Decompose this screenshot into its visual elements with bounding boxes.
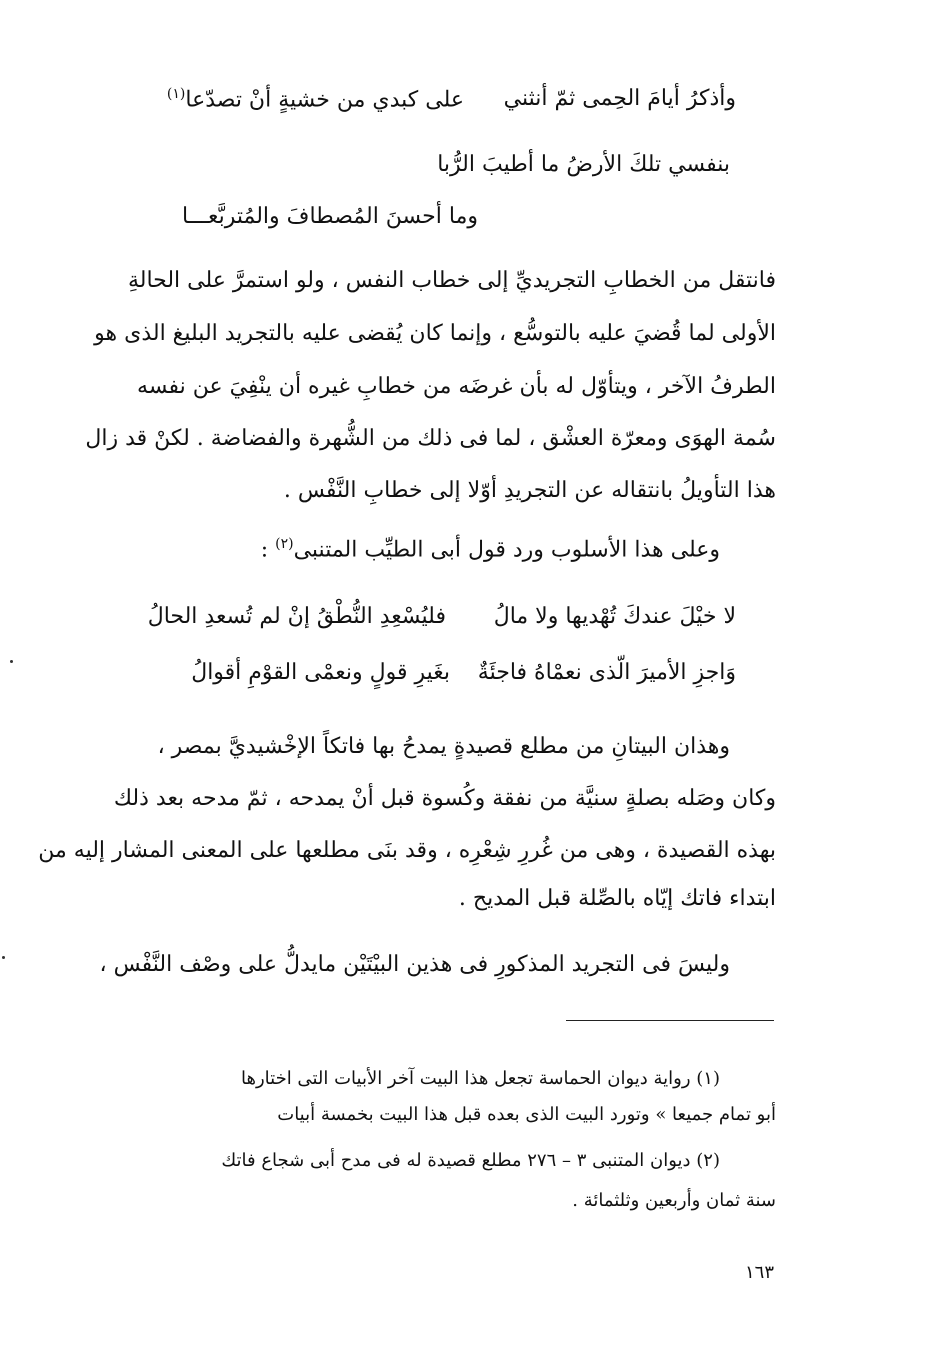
paragraph-1-line-2: الأولى لما قُضيَ عليه بالتوسُّع ، وإنما كان يُقضى عليه بالتجريد البليغ الذى هو	[94, 321, 776, 346]
intro-line: وعلى هذا الأسلوب ورد قول أبى الطيِّب المتنبى$^{(٢)}$ :	[260, 536, 720, 563]
scan-speck	[10, 660, 13, 663]
mutanabbi-verse-2-left: بغَيرِ قولٍ ونعمْى القوْمِ أقوالُ	[191, 660, 450, 685]
paragraph-3-line-1: وليسَ فى التجريد المذكورِ فى هذين البيْتَيْن مايدلُّ على وصْف النَّفْس ،	[99, 952, 730, 977]
footnote-2-line-1: (٢) ديوان المتنبى ٣ – ٢٧٦ مطلع قصيدة له فى مدح أبى شجاع فاتك	[221, 1150, 720, 1171]
mutanabbi-verse-1-right: لا خيْلَ عندكَ تُهْديها ولا مالُ	[493, 604, 736, 629]
paragraph-1-line-1: فانتقل من الخطابِ التجريديِّ إلى خطاب النفس ، ولو استمرَّ على الحالةِ	[127, 268, 776, 293]
verse-1-right-hemistich: وأذكرُ أيامَ الحِمى ثمّ أنثني	[503, 86, 736, 111]
footnote-separator	[566, 1020, 774, 1021]
footnote-ref-1: (١)	[166, 86, 186, 102]
page-number: ١٦٣	[744, 1262, 774, 1283]
verse-1-left-hemistich: على كبدي من خشيةٍ أنْ تصدّعا$^{(١)}$	[166, 86, 464, 113]
scan-speck	[2, 956, 5, 959]
mutanabbi-verse-1-left: فليُسْعِدِ النُّطْقُ إنْ لم تُسعدِ الحالُ	[147, 604, 446, 629]
paragraph-2-line-4: ابتداء فاتك إيّاه بالصِّلة قبل المديح .	[458, 886, 776, 911]
footnote-1-line-1: (١) رواية ديوان الحماسة تجعل هذا البيت آخر الأبيات التى اختارها	[241, 1068, 720, 1089]
paragraph-2-line-3: بهذه القصيدة ، وهى من غُررِ شِعْرِه ، وقد بنَى مطلعها على المعنى المشار إليه من	[38, 838, 776, 863]
paragraph-1-line-3: الطرفُ الآخر ، ويتأوّل له بأن غرضَه من خطابِ غيره أن ينْفِيَ عن نفسه	[137, 374, 776, 399]
mutanabbi-verse-2-right: وَاجزِ الأميرَ الّذى نعمْاهُ فاجئَةٌ	[477, 660, 736, 685]
footnote-ref-2: (٢)	[275, 536, 294, 552]
paragraph-1-line-5: هذا التأويلُ بانتقاله عن التجريدِ أوّلا إلى خطابِ النَّفْس .	[283, 478, 776, 503]
paragraph-2-line-2: وكان وصَله بصلةٍ سنيَّة من نفقة وكُسوة قبل أنْ يمدحه ، ثمّ مدحه بعد ذلك	[113, 786, 776, 811]
verse-2-left-hemistich: وما أحسنَ المُصطافَ والمُتربَّعـــا	[181, 204, 478, 229]
footnote-1-line-2: أبو تمام جميعا » وتورد البيت الذى بعده قبل هذا البيت بخمسة أبيات	[277, 1104, 776, 1125]
paragraph-2-line-1: وهذان البيتانِ من مطلع قصيدةٍ يمدحُ بها فاتكاً الإخْشيديَّ بمصر ،	[157, 734, 730, 759]
verse-2-right-hemistich: بنفسي تلكَ الأرضُ ما أطيبَ الرُّبا	[437, 152, 730, 177]
footnote-2-line-2: سنة ثمان وأربعين وثلثمائة .	[572, 1190, 776, 1211]
paragraph-1-line-4: سُمة الهوَى ومعرّة العشْق ، لما فى ذلك من الشُّهرة والفضاضة . لكنْ قد زال	[85, 426, 776, 451]
